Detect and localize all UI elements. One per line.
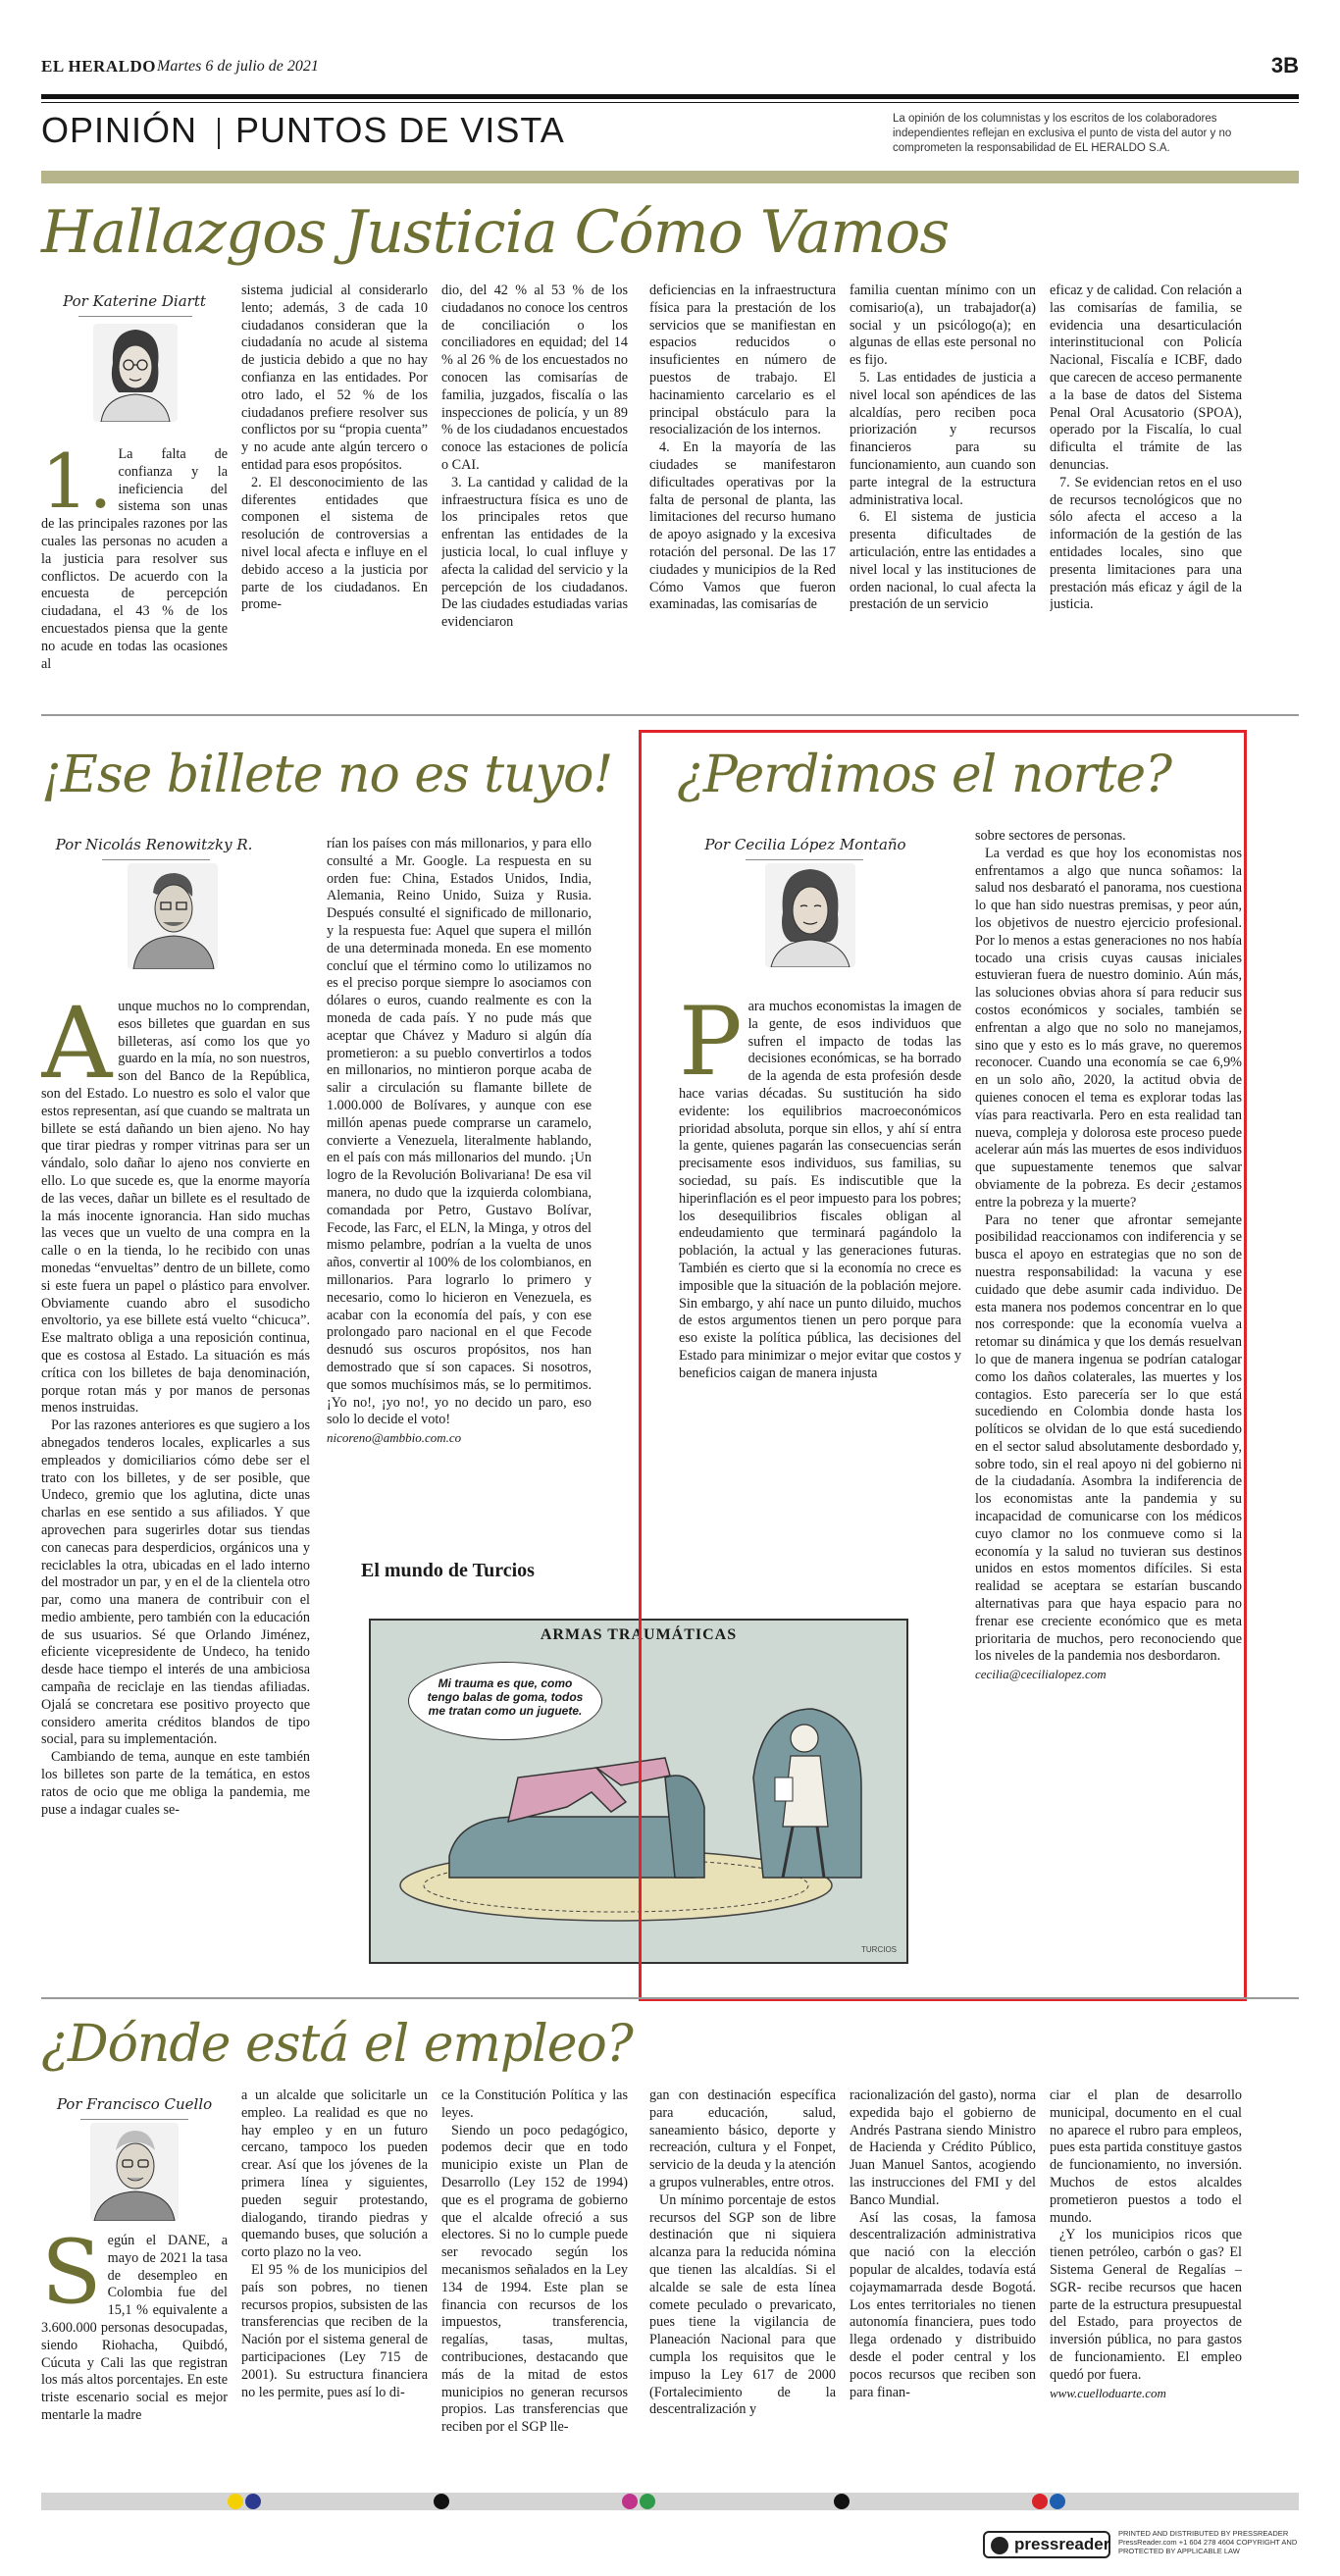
- article-headline: ¡Ese billete no es tuyo!: [41, 746, 613, 804]
- article-byline: Por Francisco Cuello: [56, 2095, 213, 2113]
- registration-dot: [245, 2494, 261, 2509]
- issue-date: Martes 6 de julio de 2021: [157, 58, 319, 75]
- author-portrait: [93, 324, 178, 422]
- paragraph: Así las cosas, la famosa descentralización administrativa que nació con la elección popular de alcaldes, todavía está cojaymamarrada desde Bogotá. Los entes territoriales no tienen autonomía financiera, pues todo llega ordenado y distribuido desde el poder central y los pocos recursos que reciben son para finan-: [850, 2209, 1036, 2400]
- article-column: [241, 2087, 428, 2478]
- article-column: [41, 999, 310, 1919]
- color-registration-bar: [41, 2493, 1299, 2510]
- paragraph: Por las razones anteriores es que sugiero a los abnegados tenderos locales, explicarles a sus empleados y domiciliarios cómo debe ser el trato con los billetes, y de ser posible, que Undeco, gremio que los aglutina, dicte unas charlas en ese sentido a sus afiliados. Y que aprovechen para sugerirles dotar sus tiendas con canecas para desperdicios, orgánicos una y reciclables la otra, ubicadas en el lado interno del mostrador un par, y en el de la clientela otro par, como una manera de contribuir con el medio ambiente, pero también con la educación de sus usuarios. Sé que Orlando Jiménez, eficiente vicepresidente de Undeco, ha tenido desde hace tiempo el interés de una ambiciosa campaña de reciclaje en las tiendas afiliadas. Ojalá se concretara ese positivo proyecto que considero amerita créditos blandos de tipo social, para su implementación.: [41, 1417, 310, 1748]
- speech-bubble: Mi trauma es que, como tengo balas de goma, todos me tratan como un juguete.: [408, 1662, 602, 1740]
- paragraph: ciar el plan de desarrollo municipal, documento en el cual no aparece el rubro para empleos, pues esta partida constituye gastos de funcionamiento, no inversión. Muchos de estos alcaldes prometieron puestos a todo el mundo.: [1050, 2087, 1242, 2226]
- paragraph: sobre sectores de personas.: [975, 828, 1126, 844]
- paragraph: La verdad es que hoy los economistas nos enfrentamos a algo que nunca soñamos: la salud nos desbarató el panorama, nos cuestiona lo que han sido nuestras premisas, y peor aún, los objetivos de nuestro ejercicio profesional. Por lo menos a estas generaciones no nos había tocado una crisis cuyas causas iniciales estuvieran fuera de nuestro dominio. Aún más, las soluciones obvias ahora sí para reducir sus costos económicos y sociales, también se enfrentan a algo que no solo no manejamos, sino que y esto es lo más grave, no queremos reconocer. Cuando una economía se cae 6,9% en un solo año, 2020, la actitud obvia de quienes conocen el tema es explorar todas las vías para reactivarla. Pero en esta realidad tan nueva, compleja y dolorosa este proceso puede acelerar aún más las muertes de esos individuos que supuestamente tenemos que salvar obviamente de la pobreza. Es decir ¿estamos entre la pobreza y la muerte?: [975, 845, 1242, 1211]
- paragraph: familia cuentan mínimo con un comisario(a), un trabajador(a) social y un psicólogo(a); en algunas de ellas este personal no es fijo.: [850, 283, 1036, 369]
- paragraph: rían los países con más millonarios, y para ello consulté a Mr. Google. La respuesta en su orden fue: China, Estados Unidos, India, Alemania, Reino Unido, Suiza y Rusia. Después consulté el significado de millonario, y la respuesta fue: Aquel que supera el millón de una determinada moneda. En ese momento concluí que el término como lo utilizamos no es el preciso porque siempre lo asociamos con dólares o euros, cuando realmente es con la moneda de cada país. Y no pude más que aceptar que Chávez y Maduro si algún día prometieron: a su pueblo convertirlos a todos en millonarios, no mintieron porque acaba de salir a circulación su flamante billete de 1.000.000 de Bolívares, y aunque con ese millón apenas puede comprarse un caramelo, convierte a Venezuela, literalmente hablando, en el país con más millonarios del mundo. ¡Un logro de la Revolución Bolivariana! De esa vil manera, no dudo que la izquierda colombiana, comandada por Petro, Gustavo Bolívar, Fecode, las Farc, el ELN, la Minga, y otros del mismo pelambre, podrían a la vuelta de unos años, convertir al 100% de los colombianos, en millonarios. Para lograrlo lo primero y necesario, como lo hicieron en Venezuela, es acabar con la economía del país, y con ese prolongado paro nacional en el que Fecode desnudó sus oscuros propósitos, nos han demostrado que sí son capaces. Si nosotros, que somos muchísimos más, se lo permitimos. ¡Yo no!, ¡yo no!, yo no decido un paro, eso solo lo decide el voto!: [327, 836, 592, 1428]
- paragraph: 5. Las entidades de justicia a nivel local son apéndices de las alcaldías, pero reciben poca priorización y recursos financieros para su funcionamiento, aun cuando son parte integral de la estructura administrativa local.: [850, 369, 1036, 508]
- section-divider: [218, 118, 220, 149]
- article-column: [441, 2087, 628, 2478]
- article-byline: Por Katerine Diartt: [63, 292, 206, 310]
- drop-cap: 1.: [41, 446, 113, 525]
- registration-dot: [1032, 2494, 1048, 2509]
- author-email: www.cuelloduarte.com: [1050, 2385, 1166, 2400]
- paragraph: ce la Constitución Política y las leyes.: [441, 2087, 628, 2121]
- registration-dot: [622, 2494, 638, 2509]
- drop-cap: A: [41, 999, 113, 1101]
- cartoon-banner: ARMAS TRAUMÁTICAS: [540, 1626, 738, 1643]
- paragraph: Un mínimo porcentaje de estos recursos del SGP son de libre destinación que ni siquiera alcanza para la reducida nómina que tienen las alcaldías. Si el alcalde se sale de esta línea comete peculado o prevaricato, pues tiene la vigilancia de Planeación Nacional para que cumpla los requisitos que le impuso la Ley 617 de 2000 (Fortalecimiento de la descentralización y: [649, 2191, 836, 2418]
- article-column: [649, 2087, 836, 2478]
- paragraph: 2. El desconocimiento de las diferentes entidades que componen el sistema de resolución de controversias a nivel local afecta e influye en el debido acceso a la justicia por parte de los ciudadanos. En prome-: [241, 474, 428, 613]
- masthead-rule: [41, 94, 1299, 99]
- article-column: [1050, 283, 1242, 701]
- paragraph: Siendo un poco pedagógico, podemos decir que en todo municipio existe un Plan de Desarrollo (Ley 152 de 1994) que es el programa de gobierno que el alcalde ofreció a sus electores. Si no lo cumple puede ser revocado según los mecanismos señalados en la Ley 134 de 1994. Este plan se financia con recursos de los impuestos, transferencia, regalías, tasas, multas, contribuciones, destacando que más de la mitad de estos municipios no generan recursos propios. Las transferencias que reciben por el SGP lle-: [441, 2122, 628, 2436]
- drop-cap: S: [41, 2233, 102, 2324]
- editorial-disclaimer: La opinión de los columnistas y los escritos de los colaboradores independientes reflejan en exclusiva el punto de vista del autor y no comprometen la responsabilidad de EL HERALDO S.A.: [893, 113, 1232, 154]
- registration-dot: [640, 2494, 655, 2509]
- article-column: [441, 283, 628, 701]
- masthead-rule-thin: [41, 102, 1299, 103]
- paragraph: El 95 % de los municipios del país son pobres, no tienen recursos propios, subsisten de las transferencias que reciben de la Nación por el sistema general de participaciones (Ley 715 de 2001). Su estructura financiera no les permite, pues así lo di-: [241, 2261, 428, 2400]
- distribution-notice: PRINTED AND DISTRIBUTED BY PRESSREADER PressReader.com +1 604 278 4604 COPYRIGHT AND PROTECTED BY APPLICABLE LAW: [1118, 2529, 1298, 2555]
- newspaper-name: EL HERALDO: [41, 57, 156, 76]
- article-column: [41, 2233, 228, 2478]
- pressreader-label: pressreader: [1014, 2535, 1110, 2553]
- registration-dot: [834, 2494, 850, 2509]
- section-band: [41, 171, 1299, 183]
- paragraph: dio, del 42 % al 53 % de los ciudadanos no conoce los centros de conciliación o los conciliadores en equidad; del 14 % al 26 % de los encuestados no conocen las comisarías de familia, juzgados, fiscalía o las inspecciones de policía, y un 89 % de los ciudadanos encuestados conoce las estaciones de policía o CAI.: [441, 283, 628, 473]
- paragraph: a un alcalde que solicitarle un empleo. La realidad es que no hay empleo y en un futuro cercano, tampoco los pueden crear. Así que los jóvenes de la primera línea y siguientes, pueden seguir protestando, dialogando, tirando piedras y quemando buses, que solución a corto plazo no la veo.: [241, 2087, 428, 2261]
- article-column: [649, 283, 836, 701]
- paragraph: Para no tener que afrontar semejante posibilidad reaccionamos con indiferencia y se busca el apoyo en estrategias que no son de nuestra responsabilidad: la vacuna y ese cuidado que debe asumir cada individuo. De esta manera nos podemos concentrar en lo que nos corresponde: que la economía vuelva a retomar su dinámica y que los demás resuelvan lo que de manera ingenua se podrían catalogar como los daños colaterales, las muertes y los contagios. Esto parecería ser lo que está sucediendo en Colombia donde hasta los políticos se olvidan de lo que está sucediendo en el sector salud absolutamente desbordado y, sobre todo, sin el real apoyo ni del gobierno ni de la ciudadanía. Asombra la indiferencia de los economistas ante la pandemia y su incapacidad de comunicarse con los médicos cuyo clamor no los conmueve como si la economía y la salud no tuvieran sus destinos unidos en estos momentos difíciles. Si esta realidad se aceptara se estarían buscando alternativas para que haya espacio para no frenar ese creciente económico que es meta prioritaria de muchos, pero reconociendo que los niveles de la pandemia nos desbordaron.: [975, 1211, 1242, 1665]
- paragraph: racionalización del gasto), norma expedida bajo el gobierno de Andrés Pastrana siendo Ministro de Hacienda y Crédito Público, Juan Manuel Santos, acogiendo las instrucciones del FMI y del Banco Mundial.: [850, 2087, 1036, 2208]
- section-divider: [41, 714, 1299, 716]
- paragraph: La falta de confianza y la ineficiencia del sistema son unas de las principales razones por las cuales las personas no acuden a la justicia para resolver sus conflictos. De acuerdo con la encuesta de percepción ciudadana, el 43 % de los encuestados piensa que la gente no acude en todas las ocasiones al: [41, 446, 228, 672]
- pressreader-logo: [983, 2531, 1110, 2558]
- paragraph: ara muchos economistas la imagen de la gente, de esos individuos que sufren el impacto de todas las decisiones económicas, se ha borrado de la agenda de esta profesión desde hace varias décadas. Su sustitución ha sido evidente: los equilibrios macroeconómicos prioridad absoluta, porque sin ellos, y ahí sí entra la gente, quienes pagarán las consecuencias serán precisamente esos individuos, sus familias, su sociedad, su país. Es indiscutible que la hiperinflación es el peor impuesto para los pobres; los desequilibrios fiscales obligan al endeudamiento que terminará pagándolo la población, la actual y las generaciones futuras. También es cierto que si la economía no crece es imposible que la situación de la población mejore. Sin embargo, y ahí nace un punto diluido, muchos de estos argumentos tienen un pero porque para eso existe la política pública, las decisiones del Estado para minimizar o mejor evitar que costos y beneficios caigan de manera injusta: [679, 999, 961, 1381]
- paragraph: Cambiando de tema, aunque en este también los billetes son parte de la temática, en estos ratos de ocio que me obliga la pandemia, me puse a indagar cuales se-: [41, 1749, 310, 1818]
- byline-rule: [78, 316, 192, 317]
- paragraph: 6. El sistema de justicia presenta dificultades de articulación, entre las entidades a nivel local y las instituciones de orden nacional, lo cual afecta la prestación de un servicio: [850, 509, 1036, 613]
- article-byline: Por Nicolás Renowitzky R.: [55, 836, 253, 853]
- drop-cap: P: [679, 999, 743, 1097]
- paragraph: sistema judicial al considerarlo lento; además, 3 de cada 10 ciudadanos consideran que la ciudadanía no acude al sistema de justicia debido a que no hay confianza en las entidades. Por otro lado, el 52 % de los ciudadanos prefiere resolver sus conflictos por su “propia cuenta” y no acude ante algún tercero o entidad para esos propósitos.: [241, 283, 428, 473]
- paragraph: egún el DANE, a mayo de 2021 la tasa de desempleo en Colombia fue del 15,1 % equivalente a 3.600.000 personas desocupadas, siendo Riohacha, Quibdó, Cúcuta y Cali las que registran los más altos porcentajes. En este triste escenario social es mejor mentarle la madre: [41, 2233, 228, 2423]
- paragraph: 3. La cantidad y calidad de la infraestructura física es uno de los principales retos que enfrentan las entidades de la justicia local, lo cual influye y afecta la calidad del servicio y la percepción de los ciudadanos. De las ciudades estudiadas varias evidenciaron: [441, 474, 628, 631]
- page-number: 3B: [1270, 53, 1299, 77]
- paragraph: eficaz y de calidad. Con relación a las comisarías de familia, se evidencia una desarticulación interinstitucional con Policía Nacional, Fiscalía e ICBF, dado que carecen de acceso permanente a la base de datos del Sistema Penal Oral Acusatorio (SPOA), operado por la Fiscalía, lo cual dificulta el trámite de las denuncias.: [1050, 283, 1242, 473]
- byline-rule: [80, 2119, 188, 2120]
- author-email: cecilia@cecilialopez.com: [975, 1667, 1107, 1682]
- author-email: nicoreno@ambbio.com.co: [327, 1430, 462, 1446]
- section-title: OPINIÓN: [41, 110, 198, 150]
- section-divider: [41, 1997, 1299, 1999]
- registration-dot: [228, 2494, 243, 2509]
- article-column: [850, 283, 1036, 701]
- section-subtitle: PUNTOS DE VISTA: [235, 110, 565, 150]
- paragraph: 7. Se evidencian retos en el uso de recursos tecnológicos que no sólo afecta el acceso a la información de la gestión de las entidades locales, sino que presenta limitaciones para una prestación más eficaz y ágil de la justicia.: [1050, 474, 1242, 613]
- paragraph: unque muchos no lo comprendan, esos billetes que guardan en sus billeteras, así como los que yo guardo en la mía, no son nuestros, son del Banco de la República, son del Estado. Lo nuestro es solo el valor que estos representan, así que cuando se maltrata un billete se está dañando un bien ajeno. No hay que tirar piedras y romper vitrinas para ser un vándalo, solo dañar lo ajeno nos convierte en ello. Lo que sucede es, que la enorme mayoría de las veces, dañar un billete es el resultado de la más inocente ignorancia. Han sido muchas las veces que un vuelto de una compra en la calle o en la tienda, lo he recibido con unas monedas “envueltas” dentro de un billete, como si este fuera un papel o plástico para envolver. Obviamente cuando abro el susodicho envoltorio, ya ese billete está vuelto “chicuca”. Ese maltrato obliga a una reposición continua, que es costosa al Estado. La situación es más crítica con los billetes de baja denominación, porque rotan más y por manos de personas menos instruidas.: [41, 999, 310, 1417]
- article-headline: ¿Perdimos el norte?: [677, 746, 1172, 804]
- article-headline: ¿Dónde está el empleo?: [41, 2015, 633, 2074]
- byline-rule: [102, 859, 210, 860]
- article-headline: Hallazgos Justicia Cómo Vamos: [41, 198, 950, 267]
- svg-text:TURCIOS: TURCIOS: [861, 1945, 897, 1954]
- paragraph: 4. En la mayoría de las ciudades se manifestaron dificultades operativas por la falta de personal de planta, las limitaciones del recurso humano de apoyo asignado y la excesiva rotación del personal. De las 17 ciudades y municipios de la Red Cómo Vamos que fueron examinadas, las comisarías de: [649, 439, 836, 613]
- article-column: [241, 283, 428, 701]
- registration-dot: [1050, 2494, 1065, 2509]
- paragraph: gan con destinación específica para educación, salud, saneamiento básico, deporte y recreación, cultura y el Fonpet, servicio de la deuda y la atención a grupos vulnerables, entre otros.: [649, 2087, 836, 2190]
- paragraph: ¿Y los municipios ricos que tienen petróleo, carbón o gas? El Sistema General de Regalías – SGR- recibe recursos que hacen parte de la estructura presupuestal del Estado, para proyectos de inversión pública, no para gastos de funcionamiento. El empleo quedó por fuera.: [1050, 2227, 1242, 2383]
- cartoon-section-title: El mundo de Turcios: [361, 1560, 535, 1581]
- article-column: [41, 446, 228, 701]
- pressreader-icon: [991, 2537, 1008, 2554]
- registration-dot: [434, 2494, 449, 2509]
- paragraph: deficiencias en la infraestructura física para la prestación de los servicios que se manifiestan en espacios reducidos o insuficientes en número de puestos de trabajo. El hacinamiento carcelario es el principal obstáculo para la resocialización de los internos.: [649, 283, 836, 438]
- author-portrait: [90, 2123, 179, 2221]
- article-column: [327, 836, 592, 1522]
- article-column: [850, 2087, 1036, 2478]
- article-column: [1050, 2087, 1242, 2478]
- article-byline: Por Cecilia López Montaño: [704, 836, 906, 853]
- author-portrait: [128, 863, 218, 969]
- highlight-box: [639, 730, 1247, 2001]
